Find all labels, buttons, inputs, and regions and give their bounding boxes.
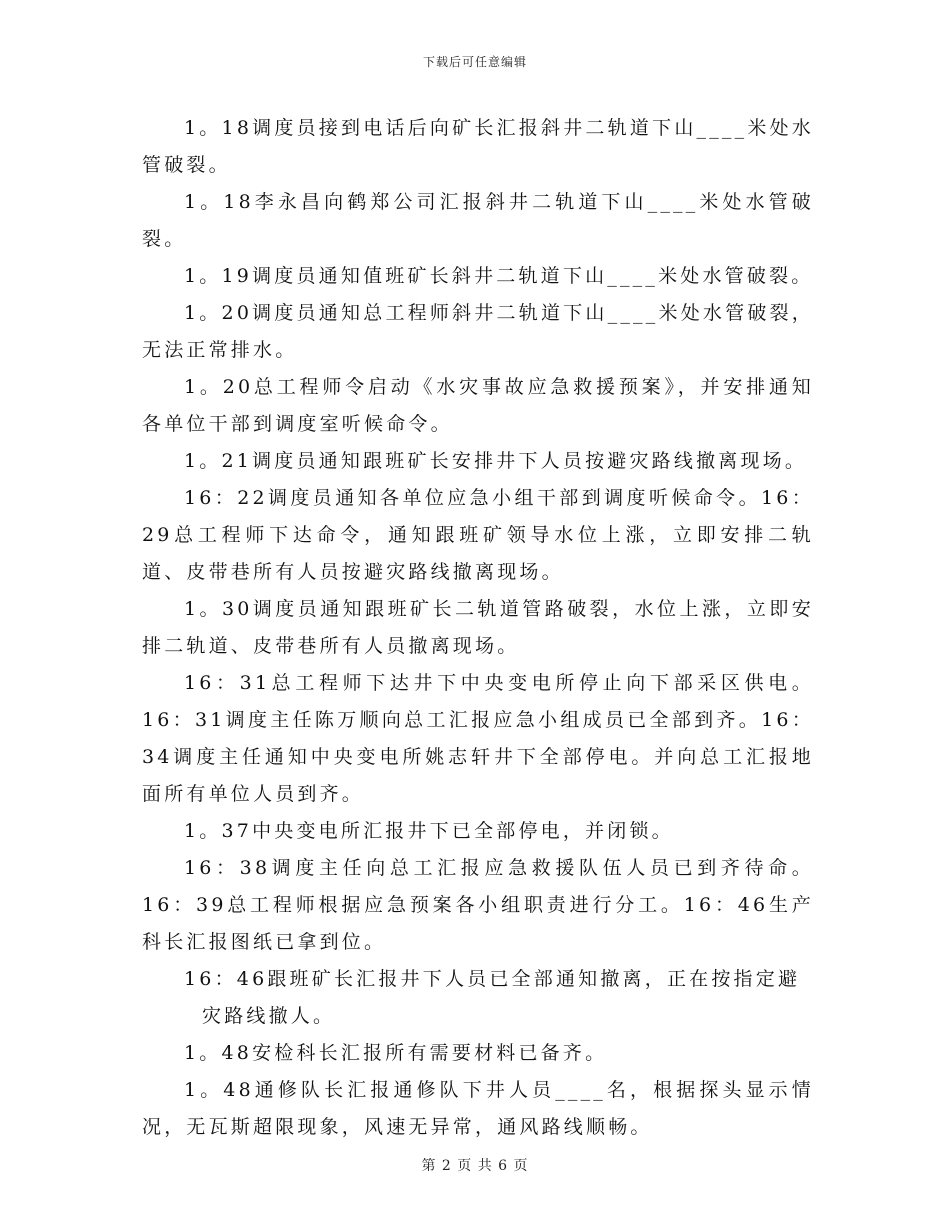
paragraph-14: 1。48通修队长汇报通修队下井人员____名，根据探头显示情况，无瓦斯超限现象，风速无异常，通风路线顺畅。 [142, 1079, 814, 1138]
paragraph-10: 1。37中央变电所汇报井下已全部停电，并闭锁。 [184, 820, 674, 842]
paragraph-3: 1。19调度员通知值班矿长斜井二轨道下山____米处水管破裂。 [184, 265, 814, 287]
paragraph-1: 1。18调度员接到电话后向矿长汇报斜井二轨道下山____米处水管破裂。 [142, 117, 814, 176]
paragraph-11: 16：38调度主任向总工汇报应急救援队伍人员已到齐待命。16：39总工程师根据应急预案各小组职责进行分工。16：46生产科长汇报图纸已拿到位。 [142, 857, 814, 953]
paragraph-7: 16：22调度员通知各单位应急小组干部到调度听候命令。16：29总工程师下达命令，通知跟班矿领导水位上涨，立即安排二轨道、皮带巷所有人员按避灾路线撤离现场。 [142, 487, 814, 583]
paragraph-4: 1。20调度员通知总工程师斜井二轨道下山____米处水管破裂，无法正常排水。 [142, 302, 814, 361]
paragraph-5: 1。20总工程师令启动《水灾事故应急救援预案》，并安排通知各单位干部到调度室听候命令。 [142, 376, 814, 435]
page-footer: 第 2 页 共 6 页 [421, 1158, 529, 1174]
paragraph-9: 16：31总工程师下达井下中央变电所停止向下部采区供电。16：31调度主任陈万顺向总工汇报应急小组成员已全部到齐。16：34调度主任通知中央变电所姚志轩井下全部停电。并向总工汇报地面所有单位人员到齐。 [142, 672, 814, 805]
paragraph-12-first-line: 16：46跟班矿长汇报井下人员已全部通知撤离，正在按指定避 [184, 968, 801, 990]
document-body [142, 110, 814, 1146]
paragraph-13: 1。48安检科长汇报所有需要材料已备齐。 [184, 1042, 608, 1064]
page-header: 下载后可任意编辑 [422, 55, 527, 69]
paragraph-6: 1。21调度员通知跟班矿长安排井下人员按避灾路线撤离现场。 [184, 450, 808, 472]
paragraph-12 [142, 961, 814, 1035]
paragraph-12-continuation: 灾路线撤人。 [202, 1005, 336, 1027]
paragraph-2: 1。18李永昌向鹤郑公司汇报斜井二轨道下山____米处水管破裂。 [142, 191, 814, 250]
paragraph-8: 1。30调度员通知跟班矿长二轨道管路破裂，水位上涨，立即安排二轨道、皮带巷所有人员撤离现场。 [142, 598, 814, 657]
